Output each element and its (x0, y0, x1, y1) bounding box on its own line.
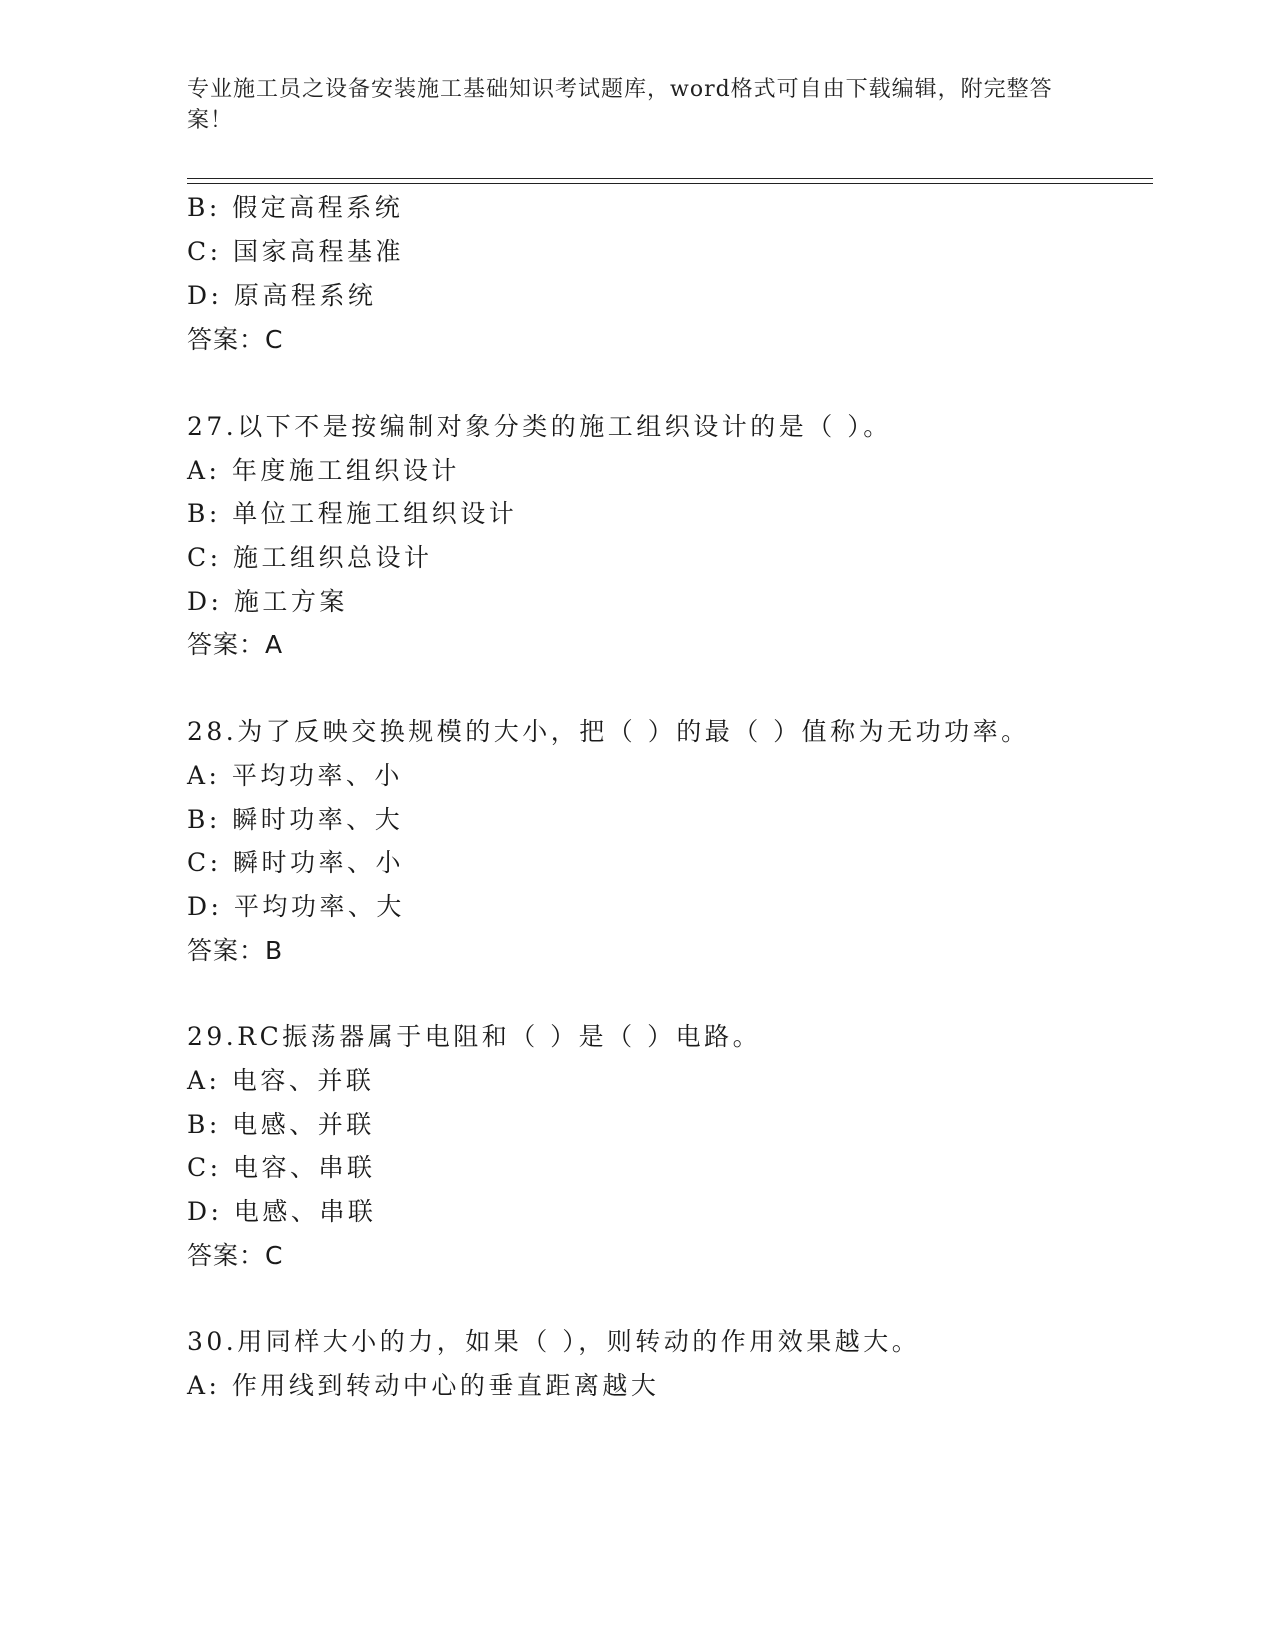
question-stem: 29.RC振荡器属于电阻和（ ）是（ ）电路。 (187, 1022, 762, 1051)
header-divider-bottom (187, 183, 1153, 184)
option-c: C: 国家高程基准 (187, 237, 404, 266)
question-stem: 28.为了反映交换规模的大小，把（ ）的最（ ）值称为无功功率。 (187, 717, 1030, 746)
option-a: A: 作用线到转动中心的垂直距离越大 (187, 1371, 660, 1400)
option-d: D: 原高程系统 (187, 281, 377, 310)
option-d: D: 施工方案 (187, 587, 348, 616)
option-a: A: 年度施工组织设计 (187, 456, 460, 485)
answer: 答案：C (187, 1241, 284, 1270)
option-c: C: 瞬时功率、小 (187, 848, 404, 877)
option-a: A: 平均功率、小 (187, 761, 403, 790)
option-d: D: 电感、串联 (187, 1197, 377, 1226)
option-b: B: 单位工程施工组织设计 (187, 499, 518, 528)
option-b: B: 瞬时功率、大 (187, 805, 404, 834)
option-c: C: 电容、串联 (187, 1153, 376, 1182)
option-b: B: 电感、并联 (187, 1110, 375, 1139)
option-b: B: 假定高程系统 (187, 193, 404, 222)
answer: 答案：C (187, 325, 284, 354)
question-stem: 30.用同样大小的力，如果（ ），则转动的作用效果越大。 (187, 1327, 921, 1356)
option-c: C: 施工组织总设计 (187, 543, 433, 572)
answer: 答案：A (187, 630, 284, 659)
option-a: A: 电容、并联 (187, 1066, 375, 1095)
document-header: 专业施工员之设备安装施工基础知识考试题库，word格式可自由下载编辑，附完整答案！ (187, 77, 1053, 133)
option-d: D: 平均功率、大 (187, 892, 405, 921)
header-divider-top (187, 178, 1153, 179)
answer: 答案：B (187, 936, 284, 965)
question-stem: 27.以下不是按编制对象分类的施工组织设计的是（ ）。 (187, 412, 892, 441)
